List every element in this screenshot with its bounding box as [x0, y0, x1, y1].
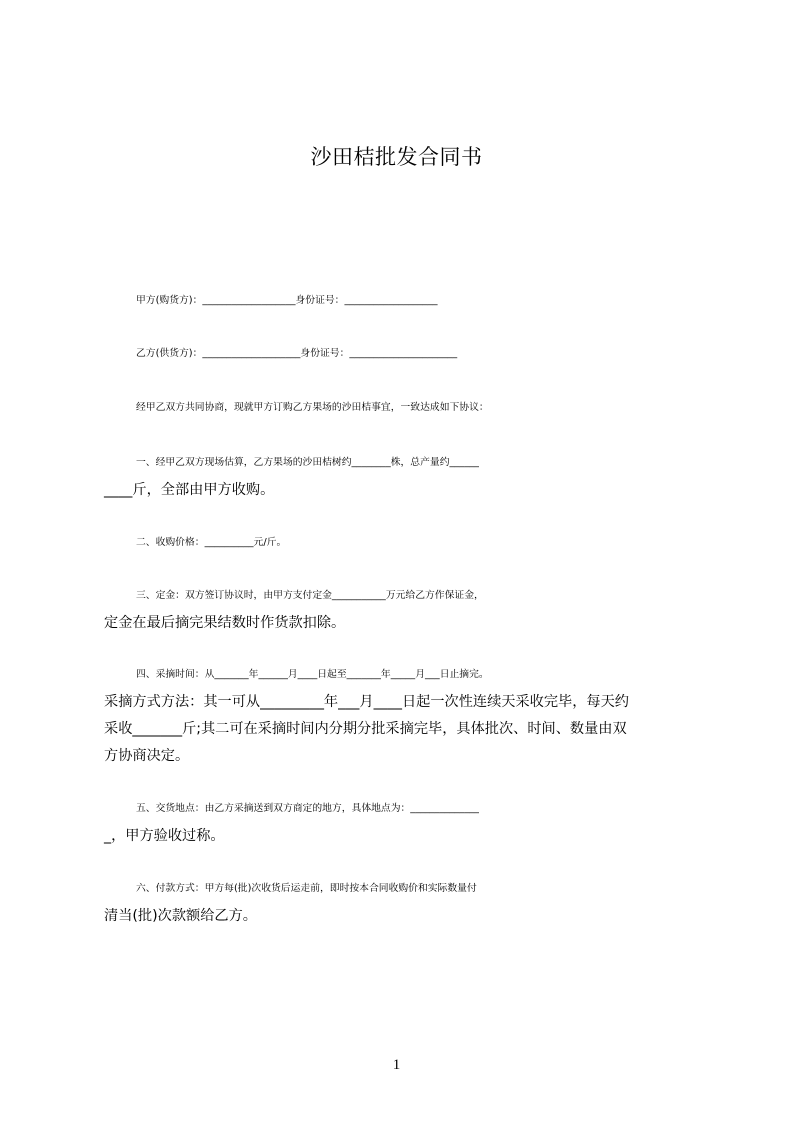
clause-5-line-2: _，甲方验收过称。 — [104, 828, 225, 844]
clause-5-line-1: 五、交货地点：由乙方采摘送到双方商定的地方，具体地点为：______________ — [136, 803, 479, 814]
clause-1-line-1: 一、经甲乙双方现场估算，乙方果场的沙田桔树约________株，总产量约______ — [136, 457, 479, 468]
page-number: 1 — [392, 1057, 401, 1073]
clause-4-line-3: 采收_______斤;其二可在采摘时间内分期分批采摘完毕，具体批次、时间、数量由双 — [104, 721, 627, 737]
party-a-line: 甲方(购货方)：___________________身份证号：___________________ — [136, 295, 438, 306]
clause-6-line-2: 清当(批)次款额给乙方。 — [104, 908, 257, 924]
clause-3-line-2: 定金在最后摘完果结数时作货款扣除。 — [104, 615, 346, 631]
clause-3-line-1: 三、定金：双方签订协议时，由甲方支付定金___________万元给乙方作保证金， — [136, 590, 484, 601]
intro-paragraph: 经甲乙双方共同协商，现就甲方订购乙方果场的沙田桔事宜，一致达成如下协议： — [136, 402, 489, 413]
clause-1-line-2: ____斤，全部由甲方收购。 — [104, 482, 275, 498]
contract-title: 沙田桔批发合同书 — [310, 145, 483, 169]
clause-6-line-1: 六、付款方式：甲方每(批)次收货后运走前，即时按本合同收购价和实际数量付 — [136, 883, 477, 894]
clause-4-line-4: 方协商决定。 — [104, 748, 190, 764]
party-b-line: 乙方(供货方)：____________________身份证号：______________________ — [136, 348, 458, 359]
clause-4-line-2: 采摘方式方法：其一可从_________年___月____日起一次性连续天采收完毕，每天约 — [104, 694, 629, 710]
clause-2-line: 二、收购价格：__________元/斤。 — [136, 537, 287, 548]
clause-4-line-1: 四、采摘时间：从_______年______月____日起至_______年_____月___日止摘完。 — [136, 669, 489, 680]
